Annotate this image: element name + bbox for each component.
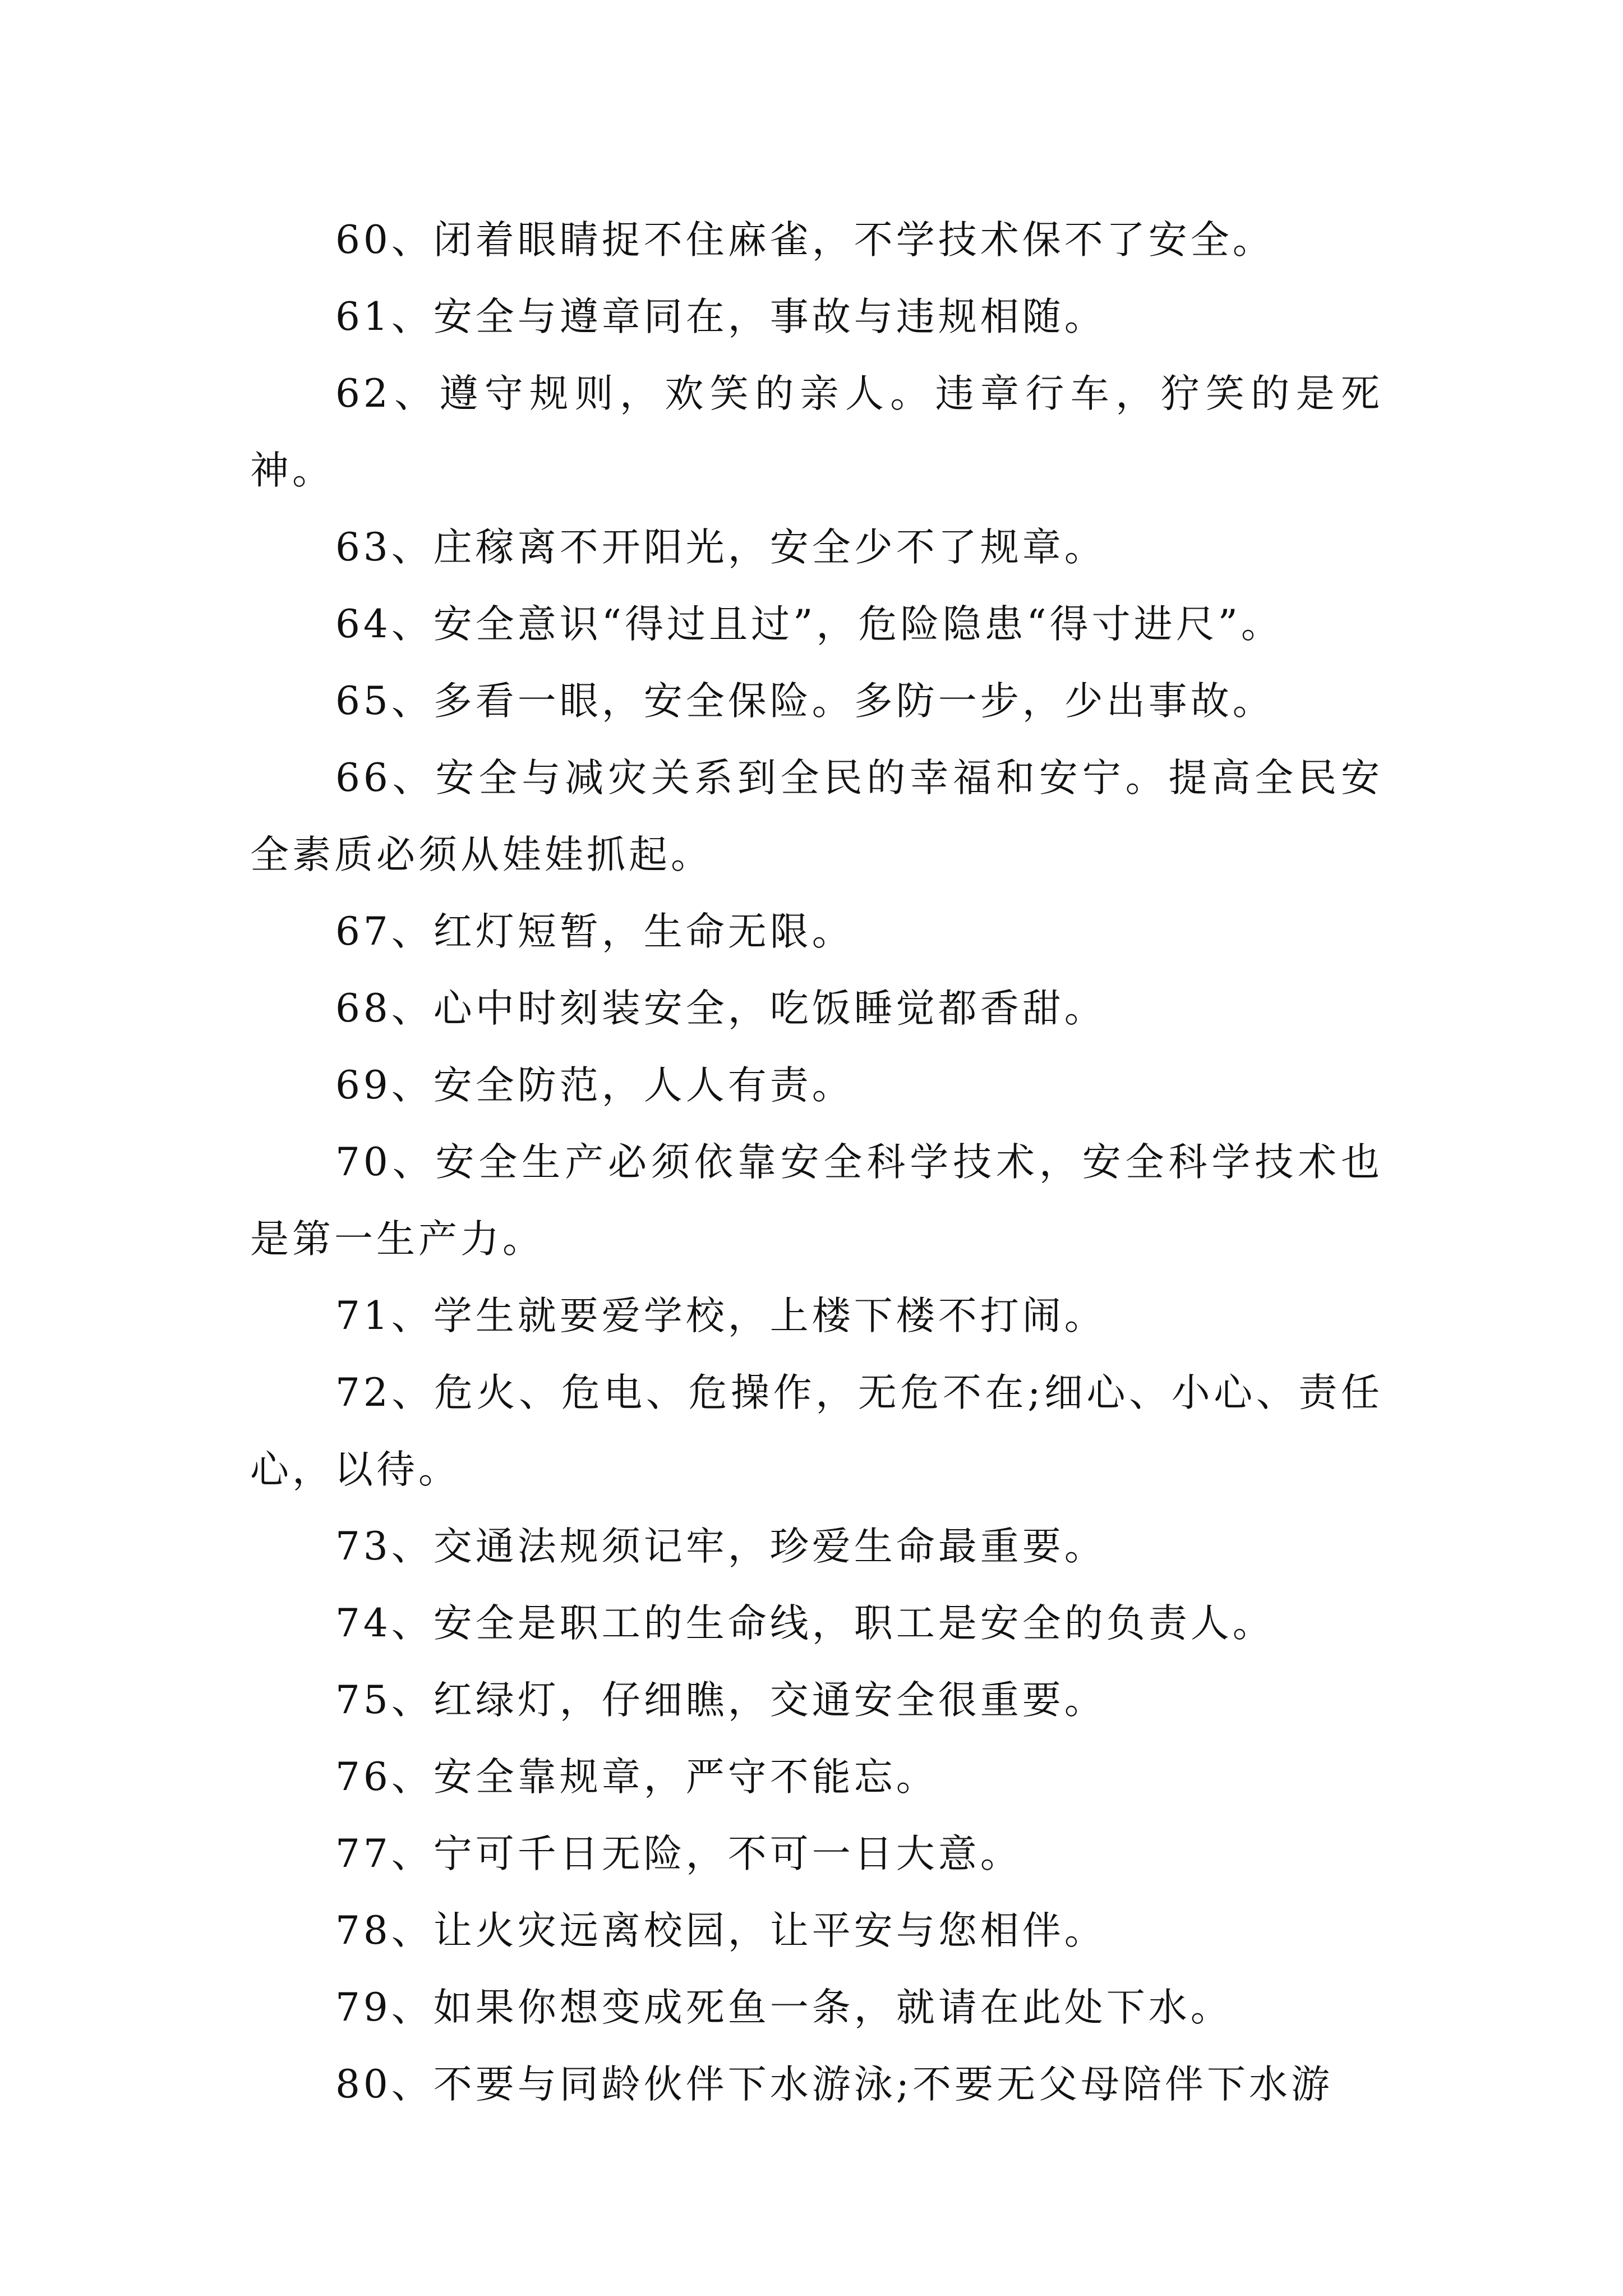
paragraph-74: 74、安全是职工的生命线，职工是安全的负责人。 — [335, 1601, 1275, 1646]
paragraph-71: 71、学生就要爱学校，上楼下楼不打闹。 — [335, 1294, 1106, 1338]
paragraph-65: 65、多看一眼，安全保险。多防一步，少出事故。 — [335, 679, 1275, 724]
paragraph-66: 66、安全与减灾关系到全民的幸福和安宁。提高全民安全素质必须从娃娃抓起。 — [250, 756, 1383, 877]
paragraph-62: 62、遵守规则，欢笑的亲人。违章行车，狞笑的是死神。 — [250, 371, 1383, 493]
paragraph-79: 79、如果你想变成死鱼一条，就请在此处下水。 — [335, 1985, 1233, 2030]
paragraph-73: 73、交通法规须记牢，珍爱生命最重要。 — [335, 1524, 1106, 1569]
paragraph-63: 63、庄稼离不开阳光，安全少不了规章。 — [335, 525, 1106, 570]
paragraph-72: 72、危火、危电、危操作，无危不在;细心、小心、责任心，以待。 — [250, 1370, 1383, 1492]
paragraph-77: 77、宁可千日无险，不可一日大意。 — [335, 1832, 1022, 1876]
paragraph-60: 60、闭着眼睛捉不住麻雀，不学技术保不了安全。 — [335, 218, 1275, 263]
paragraph-64: 64、安全意识“得过且过”，危险隐患“得寸进尺”。 — [335, 602, 1283, 647]
paragraph-69: 69、安全防范，人人有责。 — [335, 1063, 854, 1108]
document-body — [250, 202, 1383, 2123]
paragraph-75: 75、红绿灯，仔细瞧，交通安全很重要。 — [335, 1678, 1106, 1723]
paragraph-70: 70、安全生产必须依靠安全科学技术，安全科学技术也是第一生产力。 — [250, 1140, 1383, 1262]
paragraph-67: 67、红灯短暂，生命无限。 — [335, 909, 854, 954]
paragraph-68: 68、心中时刻装安全，吃饭睡觉都香甜。 — [335, 986, 1106, 1031]
paragraph-78: 78、让火灾远离校园，让平安与您相伴。 — [335, 1908, 1106, 1953]
paragraph-80: 80、不要与同龄伙伴下水游泳;不要无父母陪伴下水游 — [335, 2062, 1334, 2107]
paragraph-61: 61、安全与遵章同在，事故与违规相随。 — [335, 295, 1106, 339]
paragraph-76: 76、安全靠规章，严守不能忘。 — [335, 1755, 938, 1800]
